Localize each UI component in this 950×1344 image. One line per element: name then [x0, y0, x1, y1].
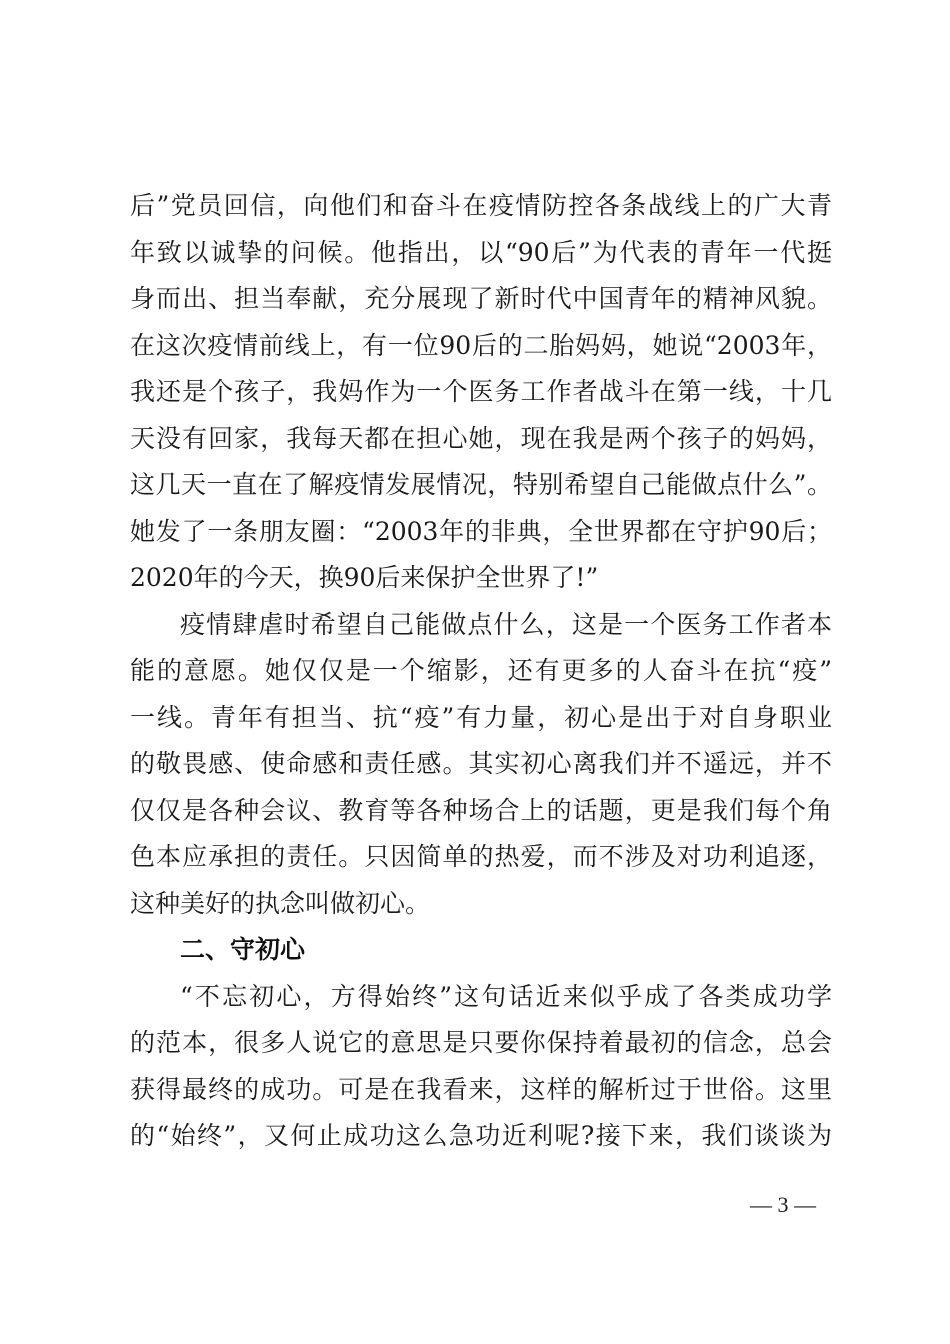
text-line: 天没有回家，我每天都在担心她，现在我是两个孩子的妈妈， — [130, 423, 832, 453]
text-line: 身而出、担当奉献，充分展现了新时代中国青年的精神风貌。 — [130, 284, 832, 313]
text-line: 的“始终”，又何止成功这么急功近利呢?接下来，我们谈谈为 — [130, 1121, 832, 1150]
text-line: 这几天一直在了解疫情发展情况，特别希望自己能做点什么”。 — [130, 470, 832, 499]
text-line: 疫情肆虐时希望自己能做点什么，这是一个医务工作者本 — [180, 609, 832, 639]
text-line: 我还是个孩子，我妈作为一个医务工作者战斗在第一线，十几 — [130, 377, 832, 406]
text-line: 这种美好的执念叫做初心。 — [130, 888, 431, 918]
text-line: 后”党员回信，向他们和奋斗在疫情防控各条战线上的广大青 — [130, 191, 832, 220]
page-number: — 3 — — [750, 1192, 816, 1217]
text-line: 在这次疫情前线上，有一位90后的二胎妈妈，她说“2003年， — [130, 330, 832, 360]
paragraph-2 — [130, 602, 832, 928]
section-heading: 二、守初心 — [180, 935, 306, 964]
text-line: 能的意愿。她仅仅是一个缩影，还有更多的人奋斗在抗“疫” — [130, 656, 832, 685]
text-line: “不忘初心，方得始终”这句话近来似乎成了各类成功学 — [180, 981, 832, 1011]
text-line: 年致以诚挚的问候。他指出，以“90后”为代表的青年一代挺 — [130, 237, 832, 267]
paragraph-1 — [130, 183, 832, 602]
paragraph-3 — [130, 974, 832, 1160]
text-line: 色本应承担的责任。只因简单的热爱，而不涉及对功利追逐， — [130, 842, 832, 871]
text-line: 仅仅是各种会议、教育等各种场合上的话题，更是我们每个角 — [130, 795, 832, 825]
text-line: 获得最终的成功。可是在我看来，这样的解析过于世俗。这里 — [130, 1074, 832, 1104]
text-line: 的范本，很多人说它的意思是只要你保持着最初的信念，总会 — [130, 1028, 832, 1057]
text-line: 一线。青年有担当、抗“疫”有力量，初心是出于对自身职业 — [130, 702, 832, 732]
text-line: 2020年的今天，换90后来保护全世界了!” — [130, 563, 599, 592]
document-body — [130, 183, 832, 1160]
text-line: 的敬畏感、使命感和责任感。其实初心离我们并不遥远，并不 — [130, 749, 832, 778]
text-line: 她发了一条朋友圈：“2003年的非典，全世界都在守护90后； — [130, 516, 832, 546]
